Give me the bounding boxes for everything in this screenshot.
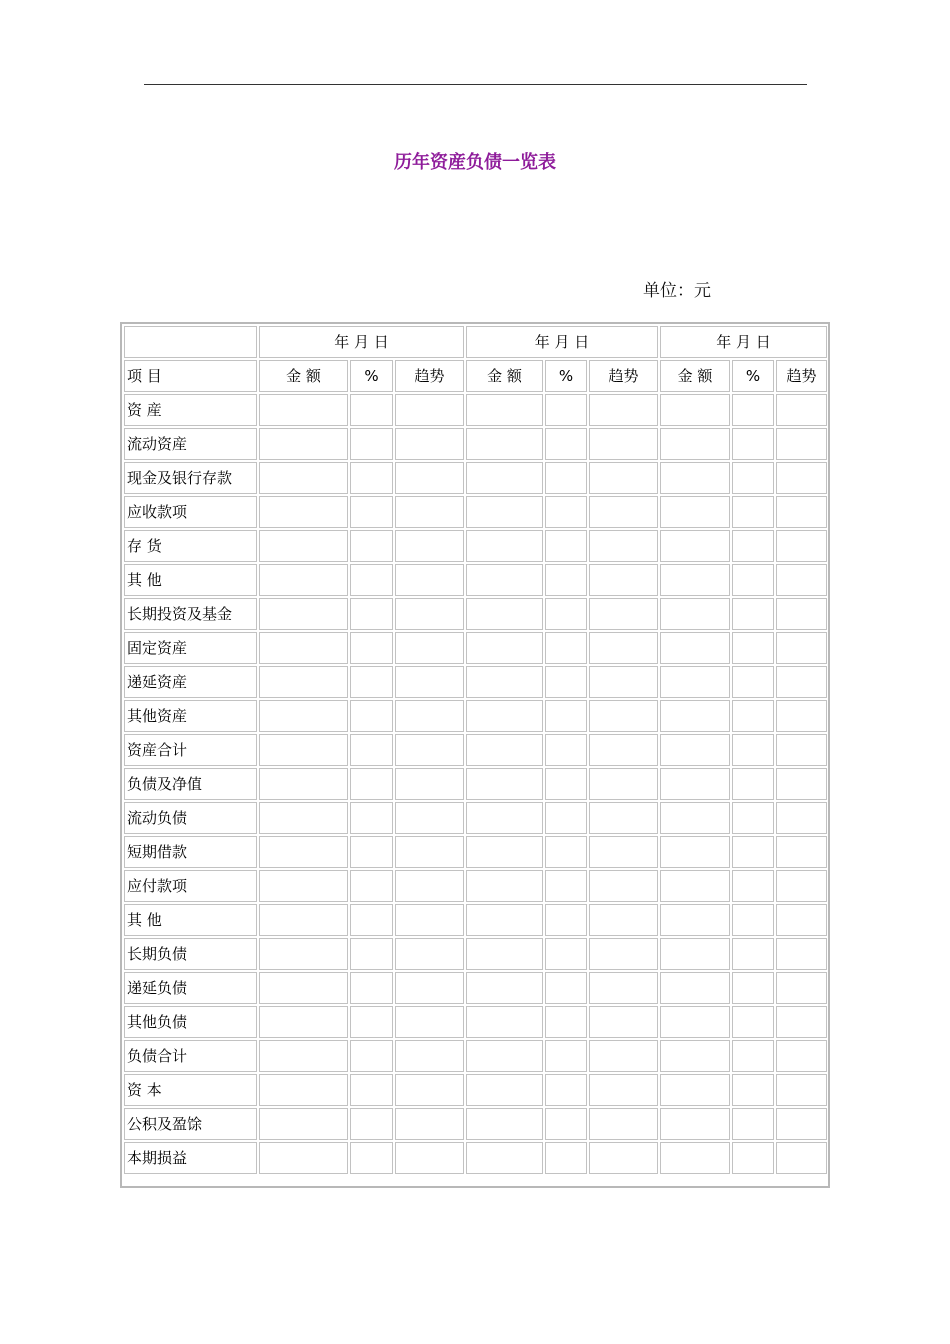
percent-cell[interactable] — [545, 462, 587, 494]
amount-header: 金 额 — [259, 360, 348, 392]
table-row — [124, 428, 827, 460]
amount-cell[interactable] — [259, 428, 348, 460]
amount-cell[interactable] — [259, 1040, 348, 1072]
trend-cell[interactable] — [776, 972, 827, 1004]
row-label: 递延资産 — [124, 666, 257, 698]
percent-cell[interactable] — [350, 802, 393, 834]
amount-cell[interactable] — [660, 904, 730, 936]
trend-header: 趋势 — [395, 360, 464, 392]
date-header-1: 年 月 日 — [259, 326, 464, 358]
trend-cell[interactable] — [776, 1142, 827, 1174]
trend-cell[interactable] — [776, 904, 827, 936]
amount-cell[interactable] — [466, 1006, 543, 1038]
amount-cell[interactable] — [259, 530, 348, 562]
percent-cell[interactable] — [350, 394, 393, 426]
table-row — [124, 632, 827, 664]
percent-cell[interactable] — [350, 938, 393, 970]
trend-cell[interactable] — [776, 700, 827, 732]
percent-cell[interactable] — [545, 496, 587, 528]
percent-cell[interactable] — [732, 802, 774, 834]
trend-cell[interactable] — [395, 734, 464, 766]
trend-cell[interactable] — [395, 666, 464, 698]
row-label: 其 他 — [124, 564, 257, 596]
amount-cell[interactable] — [660, 734, 730, 766]
amount-cell[interactable] — [466, 870, 543, 902]
row-label: 其他资産 — [124, 700, 257, 732]
trend-cell[interactable] — [395, 700, 464, 732]
row-label: 其他负债 — [124, 1006, 257, 1038]
trend-cell[interactable] — [395, 768, 464, 800]
trend-cell[interactable] — [776, 836, 827, 868]
percent-cell[interactable] — [732, 700, 774, 732]
trend-cell[interactable] — [776, 666, 827, 698]
table-row — [124, 734, 827, 766]
row-label: 本期损益 — [124, 1142, 257, 1174]
amount-cell[interactable] — [259, 666, 348, 698]
row-label: 其 他 — [124, 904, 257, 936]
trend-header: 趋势 — [589, 360, 658, 392]
percent-cell[interactable] — [350, 666, 393, 698]
row-label: 固定资産 — [124, 632, 257, 664]
trend-cell[interactable] — [395, 1142, 464, 1174]
row-label: 流动负债 — [124, 802, 257, 834]
row-label: 现金及银行存款 — [124, 462, 257, 494]
amount-cell[interactable] — [466, 768, 543, 800]
percent-cell[interactable] — [732, 1006, 774, 1038]
amount-cell[interactable] — [259, 734, 348, 766]
percent-header: % — [732, 360, 774, 392]
amount-cell[interactable] — [466, 700, 543, 732]
amount-cell[interactable] — [466, 1040, 543, 1072]
trend-cell[interactable] — [395, 1108, 464, 1140]
amount-cell[interactable] — [660, 1142, 730, 1174]
percent-cell[interactable] — [350, 972, 393, 1004]
trend-cell[interactable] — [589, 734, 658, 766]
amount-cell[interactable] — [259, 632, 348, 664]
trend-cell[interactable] — [776, 564, 827, 596]
row-label: 公积及盈馀 — [124, 1108, 257, 1140]
amount-cell[interactable] — [466, 394, 543, 426]
amount-cell[interactable] — [259, 700, 348, 732]
trend-cell[interactable] — [776, 462, 827, 494]
amount-cell[interactable] — [259, 1074, 348, 1106]
trend-cell[interactable] — [589, 632, 658, 664]
percent-cell[interactable] — [350, 564, 393, 596]
trend-cell[interactable] — [395, 428, 464, 460]
page-title: 历年资産负债一览表 — [394, 152, 556, 173]
trend-cell[interactable] — [395, 1040, 464, 1072]
percent-cell[interactable] — [350, 598, 393, 630]
table-row — [124, 598, 827, 630]
row-label: 长期投资及基金 — [124, 598, 257, 630]
row-label: 存 货 — [124, 530, 257, 562]
percent-cell[interactable] — [545, 598, 587, 630]
top-divider — [144, 84, 807, 85]
balance-sheet-table — [122, 324, 829, 1176]
table-row — [124, 836, 827, 868]
trend-cell[interactable] — [776, 496, 827, 528]
trend-cell[interactable] — [776, 734, 827, 766]
table-row — [124, 938, 827, 970]
amount-cell[interactable] — [660, 938, 730, 970]
amount-cell[interactable] — [466, 564, 543, 596]
amount-cell[interactable] — [660, 700, 730, 732]
trend-cell[interactable] — [589, 1040, 658, 1072]
trend-cell[interactable] — [589, 666, 658, 698]
percent-header: % — [545, 360, 587, 392]
trend-cell[interactable] — [776, 802, 827, 834]
trend-cell[interactable] — [589, 904, 658, 936]
trend-cell[interactable] — [776, 394, 827, 426]
date-header-2: 年 月 日 — [466, 326, 658, 358]
amount-cell[interactable] — [660, 632, 730, 664]
amount-cell[interactable] — [466, 1108, 543, 1140]
percent-cell[interactable] — [350, 1108, 393, 1140]
amount-cell[interactable] — [259, 394, 348, 426]
amount-cell[interactable] — [660, 1006, 730, 1038]
percent-cell[interactable] — [545, 1108, 587, 1140]
row-label: 递延负债 — [124, 972, 257, 1004]
amount-cell[interactable] — [660, 496, 730, 528]
trend-cell[interactable] — [776, 1006, 827, 1038]
trend-cell[interactable] — [395, 598, 464, 630]
percent-cell[interactable] — [732, 462, 774, 494]
trend-cell[interactable] — [395, 564, 464, 596]
percent-cell[interactable] — [732, 904, 774, 936]
table-row — [124, 496, 827, 528]
trend-cell[interactable] — [589, 768, 658, 800]
table-row — [124, 1006, 827, 1038]
amount-cell[interactable] — [259, 972, 348, 1004]
table-row — [124, 700, 827, 732]
amount-cell[interactable] — [660, 1074, 730, 1106]
table-row — [124, 1142, 827, 1174]
percent-cell[interactable] — [732, 836, 774, 868]
row-label: 短期借款 — [124, 836, 257, 868]
amount-cell[interactable] — [660, 972, 730, 1004]
row-label: 流动资産 — [124, 428, 257, 460]
percent-cell[interactable] — [732, 1142, 774, 1174]
table-row — [124, 904, 827, 936]
amount-cell[interactable] — [466, 972, 543, 1004]
percent-cell[interactable] — [545, 564, 587, 596]
percent-cell[interactable] — [545, 428, 587, 460]
amount-cell[interactable] — [466, 1074, 543, 1106]
trend-cell[interactable] — [589, 972, 658, 1004]
percent-cell[interactable] — [350, 836, 393, 868]
percent-cell[interactable] — [350, 700, 393, 732]
trend-cell[interactable] — [589, 462, 658, 494]
percent-cell[interactable] — [732, 1108, 774, 1140]
trend-cell[interactable] — [776, 598, 827, 630]
percent-cell[interactable] — [350, 904, 393, 936]
amount-cell[interactable] — [259, 462, 348, 494]
amount-cell[interactable] — [259, 598, 348, 630]
table-row — [124, 462, 827, 494]
table-row — [124, 1040, 827, 1072]
date-header-row — [124, 326, 827, 358]
table-row — [124, 1074, 827, 1106]
percent-cell[interactable] — [545, 904, 587, 936]
column-header-row — [124, 360, 827, 392]
amount-cell[interactable] — [660, 1040, 730, 1072]
amount-cell[interactable] — [466, 666, 543, 698]
trend-cell[interactable] — [395, 904, 464, 936]
percent-cell[interactable] — [732, 394, 774, 426]
percent-cell[interactable] — [545, 836, 587, 868]
percent-cell[interactable] — [350, 1074, 393, 1106]
trend-cell[interactable] — [589, 938, 658, 970]
trend-cell[interactable] — [589, 496, 658, 528]
trend-cell[interactable] — [395, 496, 464, 528]
trend-cell[interactable] — [395, 972, 464, 1004]
amount-cell[interactable] — [259, 1142, 348, 1174]
percent-cell[interactable] — [732, 632, 774, 664]
amount-cell[interactable] — [466, 598, 543, 630]
row-label: 资産合计 — [124, 734, 257, 766]
percent-cell[interactable] — [732, 496, 774, 528]
amount-header: 金 额 — [660, 360, 730, 392]
percent-header: % — [350, 360, 393, 392]
percent-cell[interactable] — [350, 1142, 393, 1174]
table-row — [124, 530, 827, 562]
percent-cell[interactable] — [732, 1074, 774, 1106]
amount-cell[interactable] — [660, 394, 730, 426]
percent-cell[interactable] — [545, 700, 587, 732]
amount-cell[interactable] — [660, 666, 730, 698]
trend-cell[interactable] — [589, 598, 658, 630]
trend-cell[interactable] — [589, 1108, 658, 1140]
percent-cell[interactable] — [545, 632, 587, 664]
trend-cell[interactable] — [395, 938, 464, 970]
trend-cell[interactable] — [395, 802, 464, 834]
amount-header: 金 额 — [466, 360, 543, 392]
amount-cell[interactable] — [466, 904, 543, 936]
amount-cell[interactable] — [466, 836, 543, 868]
amount-cell[interactable] — [466, 632, 543, 664]
percent-cell[interactable] — [350, 632, 393, 664]
percent-cell[interactable] — [350, 428, 393, 460]
percent-cell[interactable] — [545, 394, 587, 426]
trend-cell[interactable] — [589, 428, 658, 460]
percent-cell[interactable] — [545, 768, 587, 800]
trend-cell[interactable] — [395, 394, 464, 426]
amount-cell[interactable] — [259, 564, 348, 596]
trend-cell[interactable] — [776, 530, 827, 562]
amount-cell[interactable] — [466, 428, 543, 460]
table-row — [124, 870, 827, 902]
percent-cell[interactable] — [350, 768, 393, 800]
amount-cell[interactable] — [466, 734, 543, 766]
amount-cell[interactable] — [466, 938, 543, 970]
trend-cell[interactable] — [395, 836, 464, 868]
table-row — [124, 564, 827, 596]
percent-cell[interactable] — [545, 734, 587, 766]
percent-cell[interactable] — [732, 598, 774, 630]
percent-cell[interactable] — [545, 530, 587, 562]
amount-cell[interactable] — [466, 1142, 543, 1174]
amount-cell[interactable] — [259, 1108, 348, 1140]
amount-cell[interactable] — [259, 904, 348, 936]
percent-cell[interactable] — [732, 666, 774, 698]
trend-cell[interactable] — [776, 1108, 827, 1140]
table-row — [124, 972, 827, 1004]
percent-cell[interactable] — [545, 802, 587, 834]
trend-cell[interactable] — [776, 428, 827, 460]
trend-cell[interactable] — [589, 1074, 658, 1106]
row-label: 应付款项 — [124, 870, 257, 902]
trend-header: 趋势 — [776, 360, 827, 392]
percent-cell[interactable] — [350, 496, 393, 528]
percent-cell[interactable] — [350, 1040, 393, 1072]
amount-cell[interactable] — [259, 870, 348, 902]
amount-cell[interactable] — [660, 768, 730, 800]
percent-cell[interactable] — [350, 870, 393, 902]
trend-cell[interactable] — [589, 564, 658, 596]
percent-cell[interactable] — [350, 734, 393, 766]
percent-cell[interactable] — [545, 1142, 587, 1174]
percent-cell[interactable] — [350, 462, 393, 494]
table-row — [124, 1108, 827, 1140]
amount-cell[interactable] — [259, 802, 348, 834]
trend-cell[interactable] — [776, 768, 827, 800]
amount-cell[interactable] — [660, 598, 730, 630]
amount-cell[interactable] — [466, 462, 543, 494]
percent-cell[interactable] — [732, 870, 774, 902]
amount-cell[interactable] — [660, 802, 730, 834]
trend-cell[interactable] — [589, 1142, 658, 1174]
amount-cell[interactable] — [660, 870, 730, 902]
trend-cell[interactable] — [395, 870, 464, 902]
percent-cell[interactable] — [545, 938, 587, 970]
trend-cell[interactable] — [776, 1040, 827, 1072]
trend-cell[interactable] — [395, 632, 464, 664]
percent-cell[interactable] — [545, 972, 587, 1004]
amount-cell[interactable] — [660, 530, 730, 562]
percent-cell[interactable] — [732, 530, 774, 562]
amount-cell[interactable] — [259, 768, 348, 800]
row-label: 资 本 — [124, 1074, 257, 1106]
trend-cell[interactable] — [776, 938, 827, 970]
amount-cell[interactable] — [466, 802, 543, 834]
percent-cell[interactable] — [732, 768, 774, 800]
amount-cell[interactable] — [466, 496, 543, 528]
percent-cell[interactable] — [545, 666, 587, 698]
trend-cell[interactable] — [776, 632, 827, 664]
amount-cell[interactable] — [660, 1108, 730, 1140]
trend-cell[interactable] — [776, 1074, 827, 1106]
trend-cell[interactable] — [589, 530, 658, 562]
date-header-3: 年 月 日 — [660, 326, 827, 358]
percent-cell[interactable] — [545, 870, 587, 902]
amount-cell[interactable] — [466, 530, 543, 562]
corner-cell — [124, 326, 257, 358]
amount-cell[interactable] — [259, 496, 348, 528]
row-label: 负债合计 — [124, 1040, 257, 1072]
percent-cell[interactable] — [732, 734, 774, 766]
trend-cell[interactable] — [589, 836, 658, 868]
percent-cell[interactable] — [732, 428, 774, 460]
percent-cell[interactable] — [732, 938, 774, 970]
amount-cell[interactable] — [660, 836, 730, 868]
percent-cell[interactable] — [545, 1074, 587, 1106]
table-row — [124, 666, 827, 698]
table-row — [124, 768, 827, 800]
trend-cell[interactable] — [589, 870, 658, 902]
trend-cell[interactable] — [395, 1006, 464, 1038]
amount-cell[interactable] — [259, 836, 348, 868]
trend-cell[interactable] — [395, 462, 464, 494]
percent-cell[interactable] — [732, 972, 774, 1004]
trend-cell[interactable] — [395, 1074, 464, 1106]
row-label: 长期负债 — [124, 938, 257, 970]
amount-cell[interactable] — [660, 462, 730, 494]
row-label: 资 産 — [124, 394, 257, 426]
percent-cell[interactable] — [545, 1040, 587, 1072]
percent-cell[interactable] — [732, 564, 774, 596]
amount-cell[interactable] — [259, 1006, 348, 1038]
row-label: 负债及净值 — [124, 768, 257, 800]
balance-sheet-table-frame — [120, 322, 830, 1188]
row-label: 应收款项 — [124, 496, 257, 528]
percent-cell[interactable] — [350, 530, 393, 562]
trend-cell[interactable] — [589, 1006, 658, 1038]
trend-cell[interactable] — [776, 870, 827, 902]
unit-label: 单位：元 — [643, 281, 711, 301]
trend-cell[interactable] — [395, 530, 464, 562]
amount-cell[interactable] — [660, 564, 730, 596]
percent-cell[interactable] — [545, 1006, 587, 1038]
trend-cell[interactable] — [589, 700, 658, 732]
table-row — [124, 394, 827, 426]
percent-cell[interactable] — [350, 1006, 393, 1038]
item-column-header: 项 目 — [124, 360, 257, 392]
trend-cell[interactable] — [589, 394, 658, 426]
amount-cell[interactable] — [660, 428, 730, 460]
amount-cell[interactable] — [259, 938, 348, 970]
percent-cell[interactable] — [732, 1040, 774, 1072]
table-body — [124, 326, 827, 1174]
table-row — [124, 802, 827, 834]
trend-cell[interactable] — [589, 802, 658, 834]
